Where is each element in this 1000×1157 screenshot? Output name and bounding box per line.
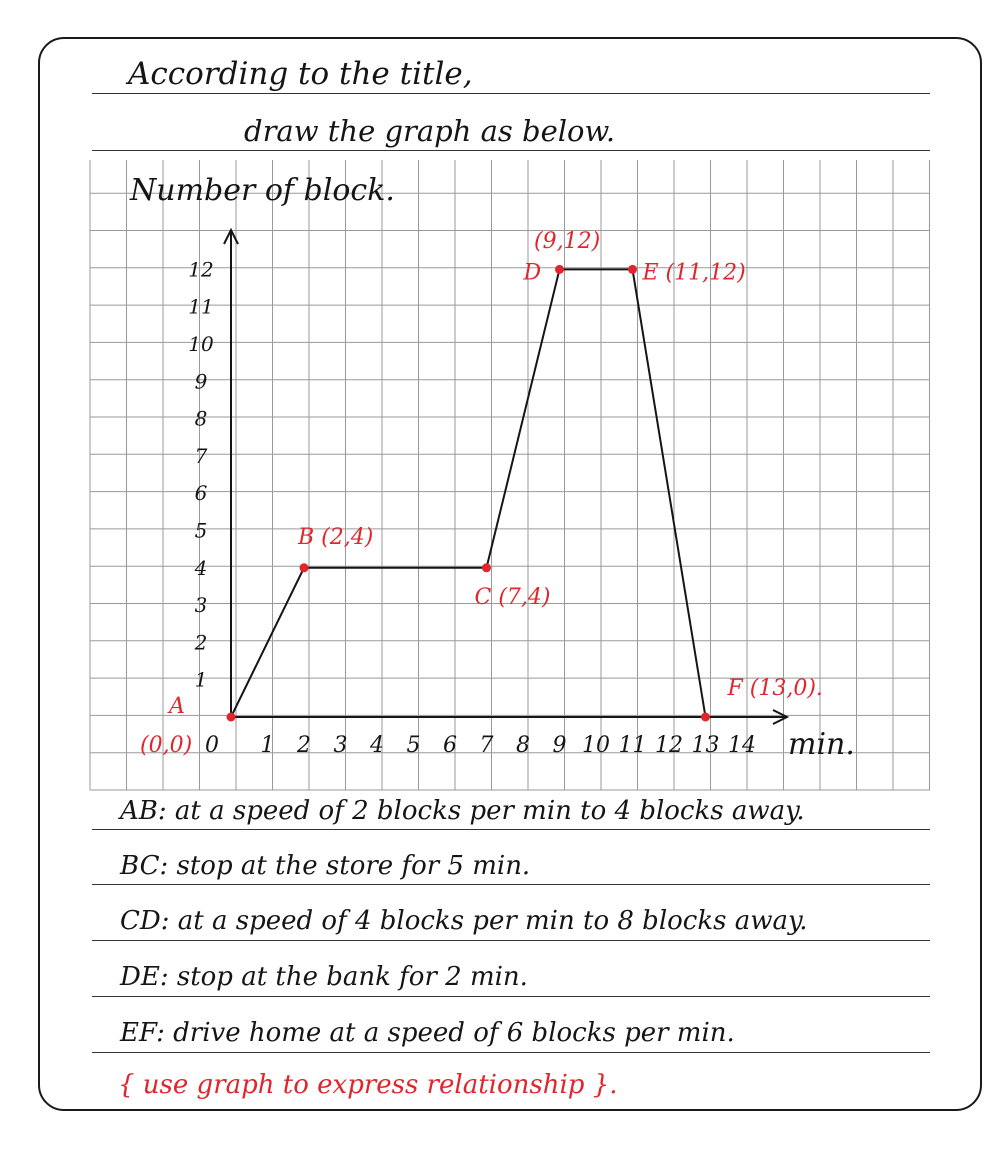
- header-line-2: draw the graph as below.: [244, 114, 616, 148]
- y-tick-label: 4: [194, 555, 208, 580]
- x-tick-label: 14: [728, 733, 756, 758]
- ruled-line: [92, 884, 930, 885]
- y-tick-label: 8: [194, 406, 208, 431]
- x-tick-label: 12: [655, 733, 683, 758]
- y-tick-label: 5: [194, 518, 208, 543]
- note-ab: AB: at a speed of 2 blocks per min to 4 blocks away.: [120, 796, 805, 826]
- x-tick-label: 4: [370, 733, 384, 758]
- y-tick-label: 12: [188, 257, 214, 282]
- x-tick-label: 2: [297, 733, 311, 758]
- point-label-d: D: [523, 260, 542, 286]
- y-tick-label: 11: [188, 294, 214, 319]
- header-line-1: According to the title,: [128, 56, 473, 92]
- x-tick-label: 6: [443, 733, 457, 758]
- y-tick-label: 9: [194, 369, 208, 394]
- point-label-a: A: [169, 694, 185, 719]
- footer-note: { use graph to express relationship }.: [118, 1070, 618, 1100]
- x-tick-label: 7: [479, 733, 494, 758]
- y-tick-label: 1: [194, 667, 208, 692]
- point-coord-d: (9,12): [534, 229, 601, 254]
- note-bc: BC: stop at the store for 5 min.: [120, 851, 531, 881]
- note-ef: EF: drive home at a speed of 6 blocks per min.: [120, 1018, 735, 1048]
- ruled-line: [92, 996, 930, 997]
- point-label-b: B (2,4): [298, 524, 374, 550]
- data-point: [555, 265, 564, 274]
- data-point: [227, 713, 236, 722]
- point-label-f: F (13,0).: [727, 676, 823, 701]
- data-point: [628, 265, 637, 274]
- y-tick-label: 6: [194, 481, 208, 506]
- axes: [224, 230, 787, 724]
- ruled-line: [92, 940, 930, 941]
- ruled-line: [92, 829, 930, 830]
- x-tick-label: 13: [691, 733, 720, 758]
- x-tick-label: 9: [552, 733, 567, 758]
- data-point: [482, 563, 491, 572]
- x-tick-label: 3: [333, 733, 348, 758]
- point-label-c: C (7,4): [474, 584, 551, 610]
- x-tick-label: 0: [205, 733, 219, 758]
- point-label-e: E (11,12): [642, 260, 746, 286]
- note-de: DE: stop at the bank for 2 min.: [120, 962, 528, 992]
- y-tick-label: 7: [194, 443, 208, 468]
- y-tick-label: 2: [194, 630, 208, 655]
- x-tick-label: 5: [406, 733, 421, 758]
- series-line: [231, 269, 706, 717]
- data-point: [701, 713, 710, 722]
- ruled-line: [92, 1052, 930, 1053]
- note-cd: CD: at a speed of 4 blocks per min to 8 blocks away.: [120, 906, 808, 936]
- x-tick-label: 10: [582, 733, 610, 758]
- y-axis-title: Number of block.: [130, 173, 395, 208]
- y-tick-label: 10: [188, 332, 214, 356]
- x-axis-title: min.: [788, 727, 855, 762]
- x-tick-label: 11: [618, 733, 647, 758]
- y-tick-label: 3: [194, 593, 208, 618]
- point-coord-a: (0,0): [140, 733, 193, 758]
- x-tick-label: 1: [260, 733, 275, 758]
- data-point: [300, 563, 309, 572]
- x-tick-label: 8: [516, 733, 530, 758]
